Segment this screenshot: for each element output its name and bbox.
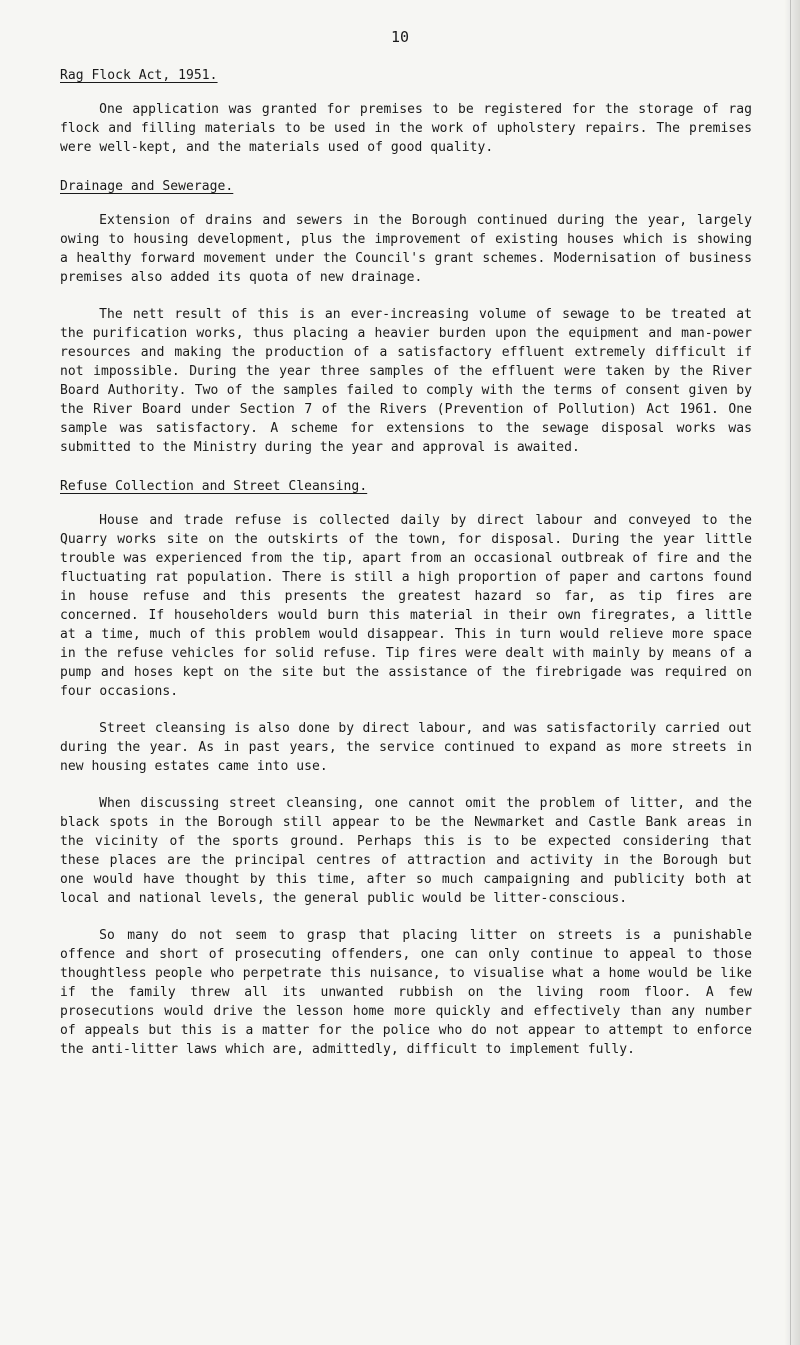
- section-heading: Drainage and Sewerage.: [60, 179, 234, 194]
- page-edge-shadow: [784, 0, 800, 1345]
- section-drainage-sewerage: [60, 177, 752, 457]
- paragraph: When discussing street cleansing, one cannot omit the problem of litter, and the black spots in the Borough still appear to be the Newmarket and Castle Bank areas in the vicinity of the sports ground. Perhaps this is to be expected considering that these places are the principal centres of attraction and activity in the Borough but one would have thought by this time, after so much campaigning and publicity both at local and national levels, the general public would be litter-conscious.: [60, 796, 752, 906]
- paragraph: So many do not seem to grasp that placing litter on streets is a punishable offence and short of prosecuting offenders, one can only continue to appeal to those thoughtless people who perpetrate this nuisance, to visualise what a home would be like if the family threw all its unwanted rubbish on the living room floor. A few prosecutions would drive the lesson home more quickly and effectively than any number of appeals but this is a matter for the police who do not appear to attempt to enforce the anti-litter laws which are, admittedly, difficult to implement fully.: [60, 928, 752, 1057]
- paragraph: Street cleansing is also done by direct labour, and was satisfactorily carried out during the year. As in past years, the service continued to expand as more streets in new housing estates came into use.: [60, 721, 752, 774]
- page-number: 10: [390, 28, 410, 46]
- page-edge-line: [790, 0, 791, 1345]
- paragraph: House and trade refuse is collected daily by direct labour and conveyed to the Quarry works site on the outskirts of the town, for disposal. During the year little trouble was experienced from the tip, apart from an occasional outbreak of fire and the fluctuating rat population. There is still a high proportion of paper and cartons found in house refuse and this presents the greatest hazard so far, as tip fires are concerned. If householders would burn this material in their own firegrates, a little at a time, much of this problem would disappear. This in turn would relieve more space in the refuse vehicles for solid refuse. Tip fires were dealt with mainly by means of a pump and hoses kept on the site but the assistance of the firebrigade was required on four occasions.: [60, 513, 752, 699]
- section-refuse-collection: [60, 477, 752, 1059]
- section-heading: Refuse Collection and Street Cleansing.: [60, 479, 368, 494]
- paragraph: The nett result of this is an ever-increasing volume of sewage to be treated at the purification works, thus placing a heavier burden upon the equipment and man-power resources and making the production of a satisfactory effluent extremely difficult if not impossible. During the year three samples of the effluent were taken by the River Board Authority. Two of the samples failed to comply with the terms of consent given by the River Board under Section 7 of the Rivers (Prevention of Pollution) Act 1961. One sample was satisfactory. A scheme for extensions to the sewage disposal works was submitted to the Ministry during the year and approval is awaited.: [60, 307, 752, 455]
- document-body: [60, 66, 752, 1077]
- paragraph: Extension of drains and sewers in the Borough continued during the year, largely owing to housing development, plus the improvement of existing houses which is showing a healthy forward movement under the Council's grant schemes. Modernisation of business premises also added its quota of new drainage.: [60, 213, 752, 285]
- section-rag-flock-act: [60, 66, 752, 157]
- paragraph: One application was granted for premises to be registered for the storage of rag flock and filling materials to be used in the work of upholstery repairs. The premises were well-kept, and the materials used of good quality.: [60, 102, 752, 155]
- section-heading: Rag Flock Act, 1951.: [60, 68, 218, 83]
